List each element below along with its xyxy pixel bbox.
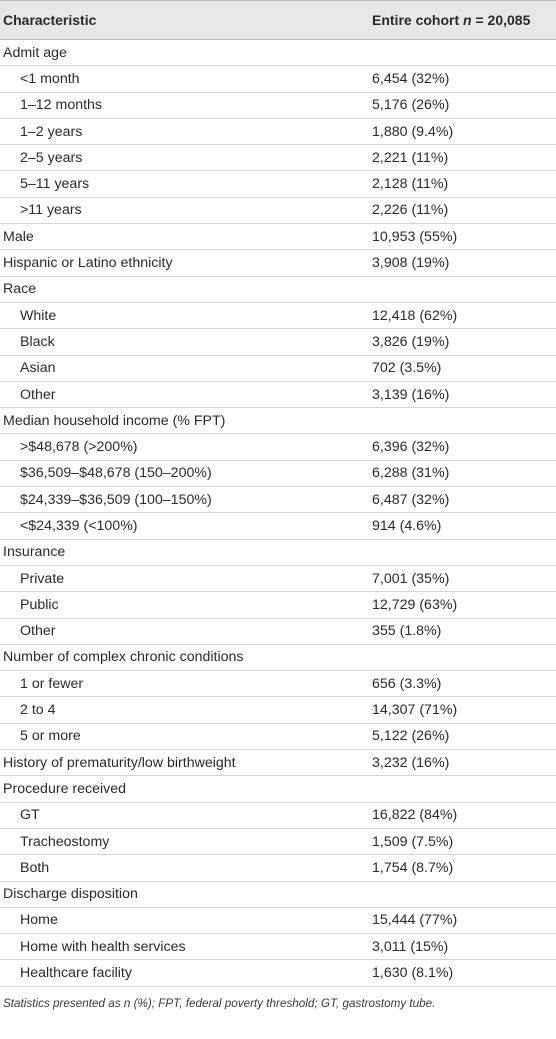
row-label: Healthcare facility bbox=[20, 965, 132, 982]
table-row bbox=[0, 461, 556, 487]
row-value: 1,754 (8.7%) bbox=[372, 859, 454, 876]
table-row bbox=[0, 960, 556, 986]
row-value: 2,221 (11%) bbox=[372, 149, 449, 166]
row-label: White bbox=[20, 307, 57, 324]
row-label: <$24,339 (<100%) bbox=[20, 517, 138, 534]
table-row bbox=[0, 829, 556, 855]
row-label: 5 or more bbox=[20, 728, 81, 745]
row-value: 914 (4.6%) bbox=[372, 517, 442, 534]
row-label: 2–5 years bbox=[20, 149, 83, 166]
table-row bbox=[0, 40, 556, 66]
table-row bbox=[0, 434, 556, 460]
row-label: Home bbox=[20, 912, 58, 929]
row-label: 1–2 years bbox=[20, 123, 83, 140]
row-label: Both bbox=[20, 859, 50, 876]
table-row bbox=[0, 119, 556, 145]
row-value: 7,001 (35%) bbox=[372, 570, 450, 587]
header-col2-n: n bbox=[463, 12, 472, 28]
table-row bbox=[0, 250, 556, 276]
row-label: Procedure received bbox=[3, 780, 127, 797]
table-row bbox=[0, 487, 556, 513]
header-col2-suffix: = 20,085 bbox=[471, 12, 531, 28]
row-label: Other bbox=[20, 386, 56, 403]
row-value: 14,307 (71%) bbox=[372, 702, 458, 719]
row-label: Insurance bbox=[3, 544, 66, 561]
table-row bbox=[0, 303, 556, 329]
table-row bbox=[0, 566, 556, 592]
table-footnote: Statistics presented as n (%); FPT, federal poverty threshold; GT, gastrostomy tube. bbox=[3, 996, 436, 1010]
row-label: $36,509–$48,678 (150–200%) bbox=[20, 465, 212, 482]
table-row bbox=[0, 619, 556, 645]
row-value: 656 (3.3%) bbox=[372, 675, 442, 692]
row-value: 3,826 (19%) bbox=[372, 333, 450, 350]
table-row bbox=[0, 803, 556, 829]
row-label: Male bbox=[3, 228, 34, 245]
row-label: Race bbox=[3, 281, 37, 298]
row-label: >$48,678 (>200%) bbox=[20, 439, 138, 456]
row-value: 3,011 (15%) bbox=[372, 938, 449, 955]
row-value: 6,396 (32%) bbox=[372, 439, 450, 456]
row-label: Private bbox=[20, 570, 65, 587]
row-label: 5–11 years bbox=[20, 176, 90, 193]
row-value: 6,454 (32%) bbox=[372, 70, 450, 87]
row-label: History of prematurity/low birthweight bbox=[3, 754, 236, 771]
table-row bbox=[0, 724, 556, 750]
row-value: 12,729 (63%) bbox=[372, 596, 458, 613]
table-row bbox=[0, 145, 556, 171]
row-value: 12,418 (62%) bbox=[372, 307, 458, 324]
row-label: GT bbox=[20, 807, 40, 824]
row-label: Hispanic or Latino ethnicity bbox=[3, 255, 173, 272]
row-value: 16,822 (84%) bbox=[372, 807, 458, 824]
row-label: Discharge disposition bbox=[3, 886, 138, 903]
table-row bbox=[0, 697, 556, 723]
table-row bbox=[0, 934, 556, 960]
table-body bbox=[0, 40, 556, 987]
table-row bbox=[0, 671, 556, 697]
table-row bbox=[0, 592, 556, 618]
row-label: Admit age bbox=[3, 44, 67, 61]
row-value: 3,908 (19%) bbox=[372, 255, 450, 272]
row-label: >11 years bbox=[20, 202, 82, 219]
row-value: 6,487 (32%) bbox=[372, 491, 450, 508]
row-value: 3,232 (16%) bbox=[372, 754, 450, 771]
table-row bbox=[0, 750, 556, 776]
row-label: Asian bbox=[20, 360, 56, 377]
row-label: Median household income (% FPT) bbox=[3, 412, 226, 429]
row-label: Tracheostomy bbox=[20, 833, 110, 850]
table-row bbox=[0, 224, 556, 250]
row-value: 3,139 (16%) bbox=[372, 386, 450, 403]
table-row bbox=[0, 908, 556, 934]
row-value: 1,509 (7.5%) bbox=[372, 833, 454, 850]
table-row bbox=[0, 277, 556, 303]
table-header bbox=[0, 0, 556, 40]
row-value: 1,880 (9.4%) bbox=[372, 123, 454, 140]
row-label: Black bbox=[20, 333, 55, 350]
table-row bbox=[0, 513, 556, 539]
row-value: 5,122 (26%) bbox=[372, 728, 450, 745]
table-row bbox=[0, 66, 556, 92]
row-label: Home with health services bbox=[20, 938, 186, 955]
row-label: Public bbox=[20, 596, 59, 613]
row-label: 2 to 4 bbox=[20, 702, 56, 719]
table-row bbox=[0, 198, 556, 224]
table-row bbox=[0, 356, 556, 382]
row-value: 2,226 (11%) bbox=[372, 202, 449, 219]
row-value: 5,176 (26%) bbox=[372, 97, 450, 114]
row-value: 6,288 (31%) bbox=[372, 465, 450, 482]
table-row bbox=[0, 882, 556, 908]
row-label: <1 month bbox=[20, 70, 80, 87]
table-row bbox=[0, 776, 556, 802]
row-label: $24,339–$36,509 (100–150%) bbox=[20, 491, 212, 508]
table-row bbox=[0, 329, 556, 355]
table-row bbox=[0, 93, 556, 119]
table-row bbox=[0, 408, 556, 434]
row-label: 1–12 months bbox=[20, 97, 103, 114]
table-row bbox=[0, 382, 556, 408]
table-row bbox=[0, 645, 556, 671]
table-row bbox=[0, 540, 556, 566]
header-characteristic: Characteristic bbox=[3, 12, 97, 28]
table-row bbox=[0, 171, 556, 197]
row-label: Number of complex chronic conditions bbox=[3, 649, 244, 666]
row-value: 702 (3.5%) bbox=[372, 360, 442, 377]
header-col2-prefix: Entire cohort bbox=[372, 12, 464, 28]
header-entire-cohort bbox=[372, 12, 556, 28]
row-value: 15,444 (77%) bbox=[372, 912, 458, 929]
row-value: 1,630 (8.1%) bbox=[372, 965, 454, 982]
row-value: 2,128 (11%) bbox=[372, 176, 449, 193]
row-value: 10,953 (55%) bbox=[372, 228, 458, 245]
row-label: 1 or fewer bbox=[20, 675, 84, 692]
row-label: Other bbox=[20, 623, 56, 640]
row-value: 355 (1.8%) bbox=[372, 623, 442, 640]
table-row bbox=[0, 855, 556, 881]
